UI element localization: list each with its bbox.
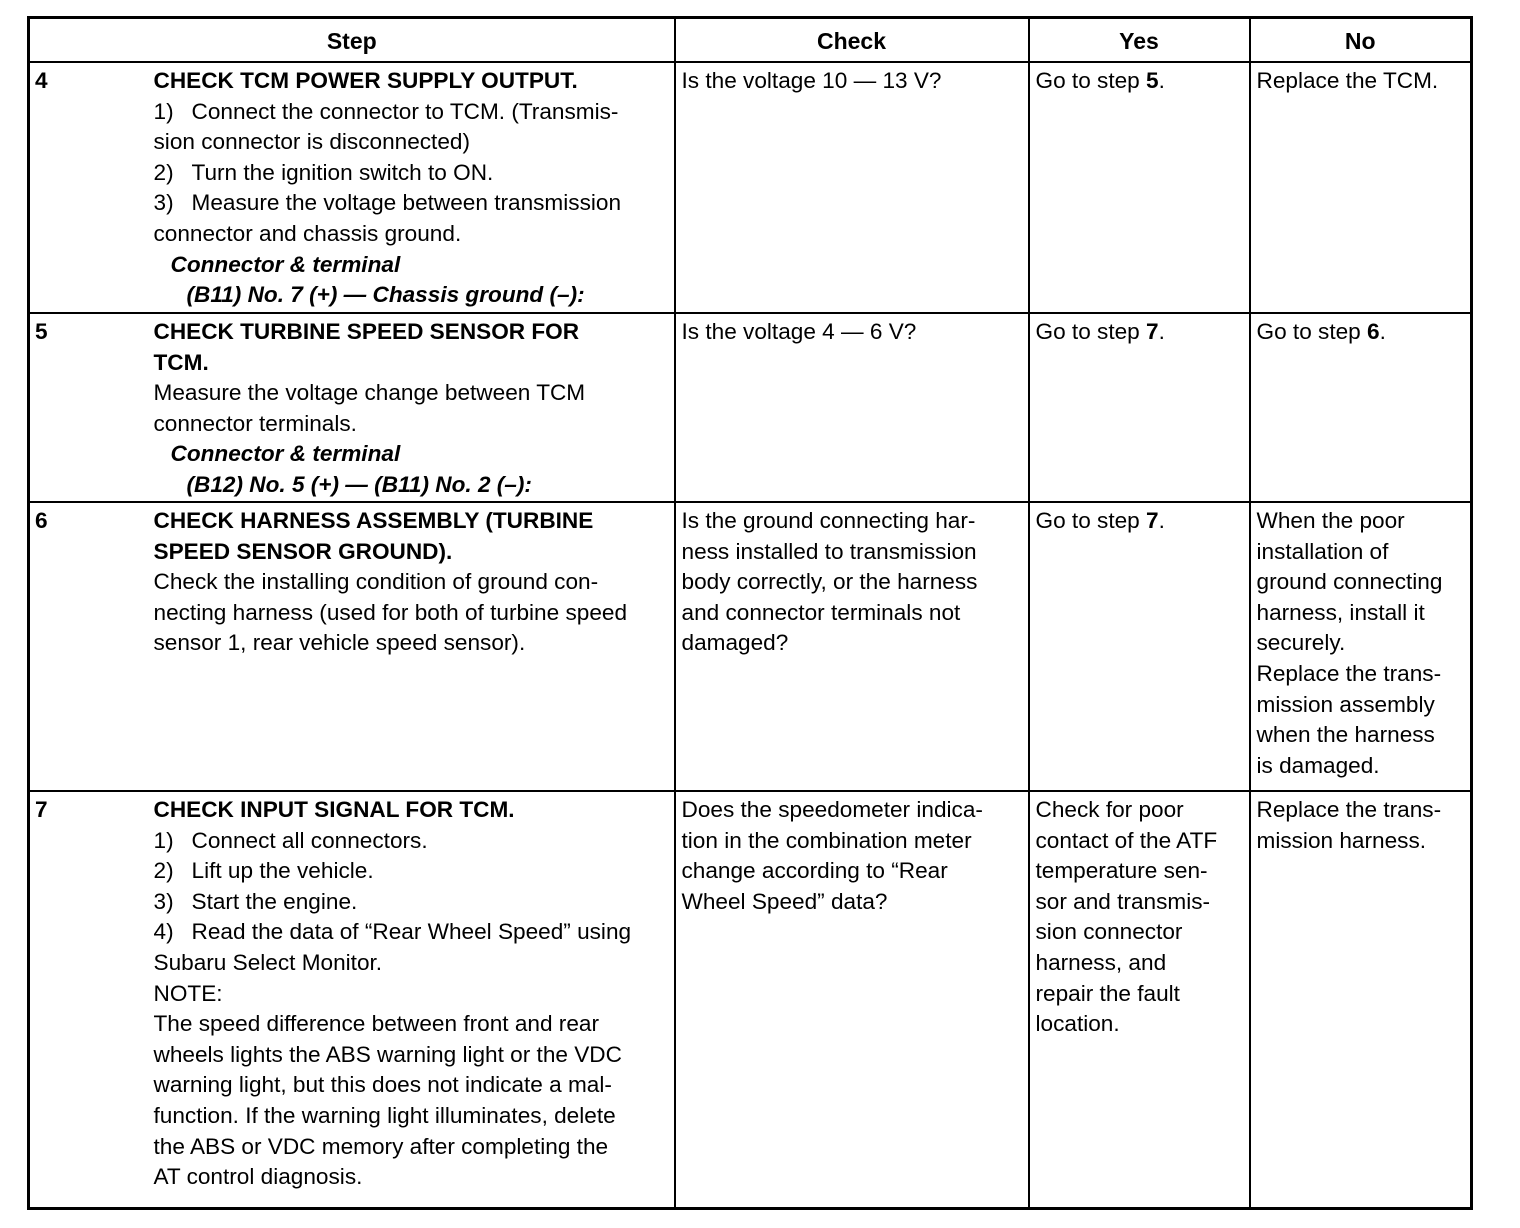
step-item: 3) Measure the voltage between transmission xyxy=(153,190,622,216)
step-item: 1) Connect all connectors. xyxy=(153,827,428,853)
step-number: 6 xyxy=(29,502,150,791)
step-title: CHECK TURBINE SPEED SENSOR FOR xyxy=(153,319,580,344)
step-number: 7 xyxy=(29,791,150,1209)
no-cell: Replace the trans- mission harness. xyxy=(1250,791,1472,1209)
check-cell: Is the ground connecting har- ness installed to transmission body correctly, or the harness and connector terminals not damaged? xyxy=(675,502,1029,791)
terminal-spec: (B12) No. 5 (+) — (B11) No. 2 (–): xyxy=(186,471,532,497)
header-step: Step xyxy=(29,18,675,63)
step-title: CHECK INPUT SIGNAL FOR TCM. xyxy=(153,797,515,822)
connector-label: Connector & terminal xyxy=(170,251,401,277)
step-title: CHECK TCM POWER SUPPLY OUTPUT. xyxy=(153,68,578,93)
yes-cell: Check for poor contact of the ATF temperature sen- sor and transmis- sion connector harness, and repair the fault location. xyxy=(1029,791,1250,1209)
step-description: CHECK HARNESS ASSEMBLY (TURBINE SPEED SENSOR GROUND). Check the installing condition of ground con- necting harness (used for both of turbine speed sensor 1, rear vehicle speed sensor). xyxy=(150,502,675,791)
step-title: CHECK HARNESS ASSEMBLY (TURBINE xyxy=(153,508,594,533)
table-row xyxy=(29,313,1472,502)
step-item: connector and chassis ground. xyxy=(153,220,462,246)
step-item: Subaru Select Monitor. xyxy=(153,949,383,975)
note-text: The speed difference between front and rear wheels lights the ABS warning light or the VDC warning light, but this does not indicate a mal- function. If the warning light illuminates, delete the ABS or VDC memory after completing the AT control diagnosis. xyxy=(153,1011,622,1190)
header-row xyxy=(29,18,1472,63)
terminal-spec: (B11) No. 7 (+) — Chassis ground (–): xyxy=(186,282,585,308)
yes-cell: Go to step 5. xyxy=(1029,62,1250,313)
connector-label: Connector & terminal xyxy=(170,441,401,467)
step-number: 5 xyxy=(29,313,150,502)
table-row xyxy=(29,791,1472,1209)
header-no: No xyxy=(1250,18,1472,63)
yes-cell: Go to step 7. xyxy=(1029,313,1250,502)
step-item: 4) Read the data of “Rear Wheel Speed” using xyxy=(153,919,632,945)
step-item: 2) Lift up the vehicle. xyxy=(153,858,374,884)
no-cell: When the poor installation of ground connecting harness, install it securely. Replace the trans- mission assembly when the harness is damaged. xyxy=(1250,502,1472,791)
step-description: CHECK TURBINE SPEED SENSOR FOR TCM. Measure the voltage change between TCM connector terminals. Connector & terminal (B12) No. 5 (+) — (B11) No. 2 (–): xyxy=(150,313,675,502)
step-item: 3) Start the engine. xyxy=(153,888,358,914)
table-row xyxy=(29,502,1472,791)
yes-cell: Go to step 7. xyxy=(1029,502,1250,791)
no-cell: Replace the TCM. xyxy=(1250,62,1472,313)
step-item: 1) Connect the connector to TCM. (Transmis- xyxy=(153,98,619,124)
check-cell: Is the voltage 10 — 13 V? xyxy=(675,62,1029,313)
no-cell: Go to step 6. xyxy=(1250,313,1472,502)
step-title: SPEED SENSOR GROUND). xyxy=(153,538,453,564)
diagnosis-table xyxy=(27,16,1473,1210)
step-description xyxy=(150,62,675,313)
check-cell: Does the speedometer indica- tion in the combination meter change according to “Rear Wheel Speed” data? xyxy=(675,791,1029,1209)
step-description xyxy=(150,791,675,1209)
step-title: TCM. xyxy=(153,349,209,375)
step-number: 4 xyxy=(29,62,150,313)
check-cell: Is the voltage 4 — 6 V? xyxy=(675,313,1029,502)
step-item: sion connector is disconnected) xyxy=(153,129,470,155)
step-item: 2) Turn the ignition switch to ON. xyxy=(153,159,494,185)
note-label: NOTE: xyxy=(153,980,223,1006)
header-check: Check xyxy=(675,18,1029,63)
table-row xyxy=(29,62,1472,313)
header-yes: Yes xyxy=(1029,18,1250,63)
